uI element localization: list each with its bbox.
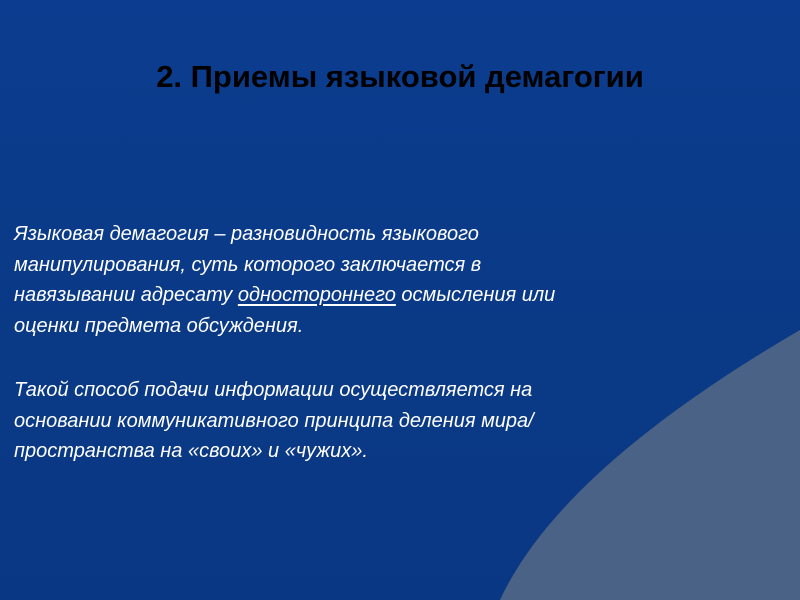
definition-paragraph bbox=[14, 219, 774, 341]
explanation-line-2: основании коммуникативного принципа деления мира/ bbox=[14, 409, 534, 432]
definition-line-3-start: навязывании адресату bbox=[14, 284, 238, 306]
definition-line-4: оценки предмета обсуждения. bbox=[14, 314, 304, 337]
slide-title: 2. Приемы языковой демагогии bbox=[156, 59, 644, 94]
definition-line-1: Языковая демагогия – разновидность языкового bbox=[14, 223, 479, 245]
explanation-line-3: пространства на «своих» и «чужих». bbox=[14, 440, 368, 462]
definition-line-2: манипулирования, суть которого заключается в bbox=[14, 253, 482, 276]
underlined-term: одностороннего bbox=[237, 284, 396, 306]
explanation-line-1: Такой способ подачи информации осуществляется на bbox=[14, 379, 533, 401]
explanation-paragraph bbox=[14, 375, 774, 467]
definition-line-3-end: осмысления или bbox=[395, 284, 556, 306]
